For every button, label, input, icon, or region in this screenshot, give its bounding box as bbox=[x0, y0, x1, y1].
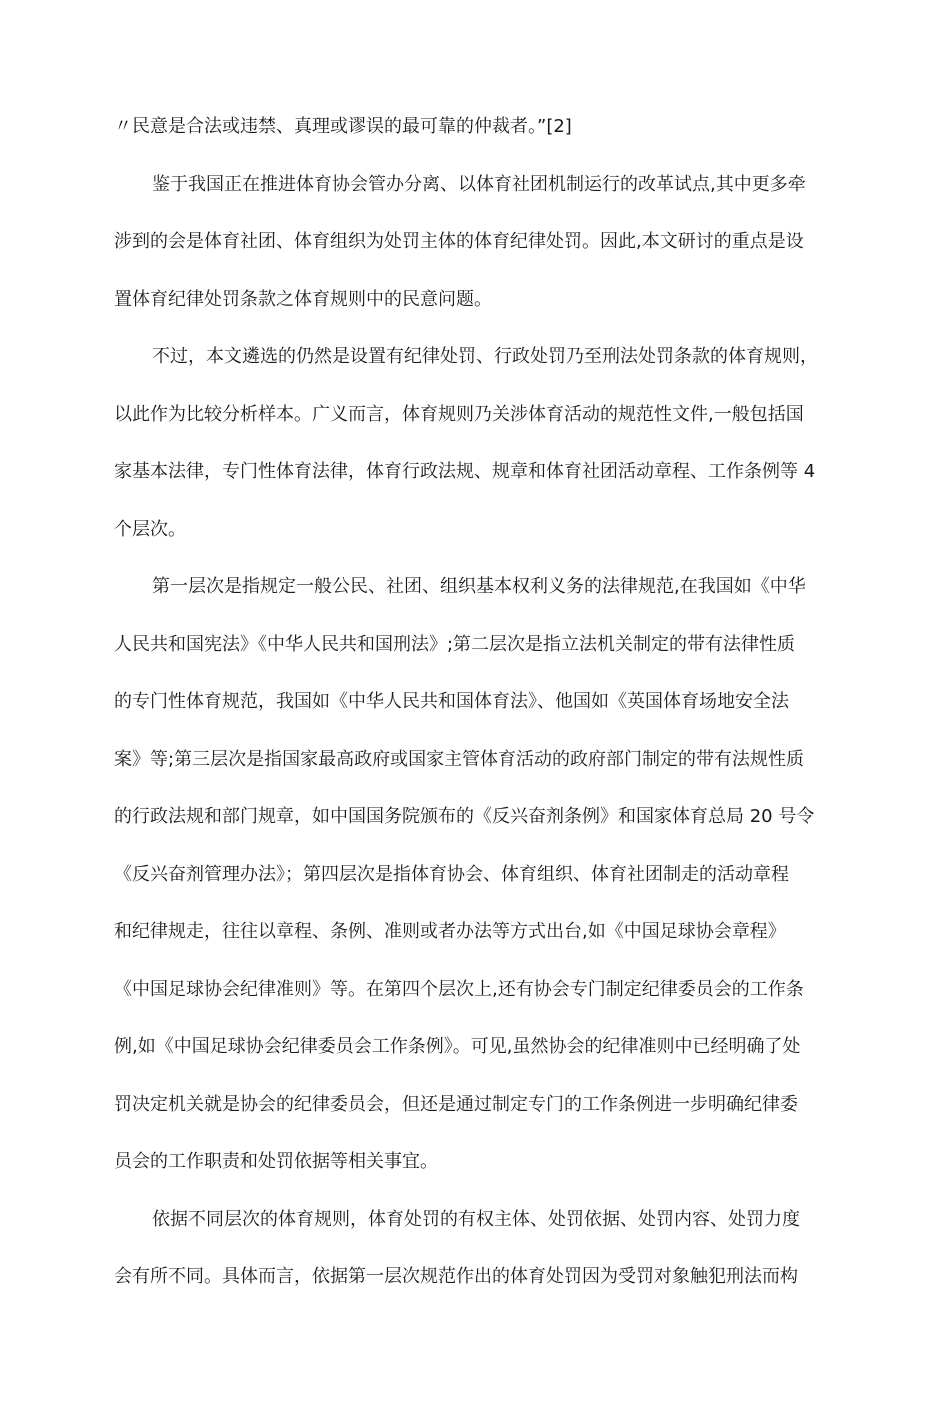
text-line: 《反兴奋剂管理办法》；第四层次是指体育协会、体育组织、体育社团制走的活动章程 bbox=[114, 863, 789, 885]
text-line: 置体育纪律处罚条款之体育规则中的民意问题。 bbox=[114, 288, 492, 310]
text-line: 和纪律规走，往往以章程、条例、准则或者办法等方式出台,如《中国足球协会章程》 bbox=[114, 921, 786, 942]
text-line: 人民共和国宪法》《中华人民共和国刑法》;第二层次是指立法机关制定的带有法律性质 bbox=[114, 633, 796, 655]
text-line: 的专门性体育规范，我国如《中华人民共和国体育法》、他国如《英国体育场地安全法 bbox=[114, 691, 789, 712]
text-line: 个层次。 bbox=[114, 518, 186, 540]
paragraph-first-line: 不过，本文遴选的仍然是设置有纪律处罚、行政处罚乃至刑法处罚条款的体育规则， bbox=[152, 346, 818, 367]
text-line: 涉到的会是体育社团、体育组织为处罚主体的体育纪律处罚。因此,本文研讨的重点是设 bbox=[114, 231, 804, 252]
text-line: 例,如《中国足球协会纪律委员会工作条例》。可见,虽然协会的纪律准则中已经明确了处 bbox=[114, 1036, 801, 1057]
paragraph-first-line: 鉴于我国正在推进体育协会管办分离、以体育社团机制运行的改革试点,其中更多牵 bbox=[152, 173, 806, 195]
text-line: 罚决定机关就是协会的纪律委员会，但还是通过制定专门的工作条例进一步明确纪律委 bbox=[114, 1093, 798, 1115]
text-line: 《中国足球协会纪律准则》等。在第四个层次上,还有协会专门制定纪律委员会的工作条 bbox=[114, 978, 804, 1000]
paragraph-first-line: 依据不同层次的体育规则，体育处罚的有权主体、处罚依据、处罚内容、处罚力度 bbox=[152, 1208, 800, 1230]
text-line: 的行政法规和部门规章，如中国国务院颁布的《反兴奋剂条例》和国家体育总局 20 号令 bbox=[114, 806, 815, 827]
paragraph-first-line: 第一层次是指规定一般公民、社团、组织基本权利义务的法律规范,在我国如《中华 bbox=[152, 576, 806, 597]
text-line: 〃民意是合法或违禁、真理或谬误的最可靠的仲裁者。”[2] bbox=[114, 116, 572, 137]
text-line: 以此作为比较分析样本。广义而言，体育规则乃关涉体育活动的规范性文件,一般包括国 bbox=[114, 403, 804, 425]
text-line: 案》等;第三层次是指国家最高政府或国家主管体育活动的政府部门制定的带有法规性质 bbox=[114, 748, 805, 770]
text-line: 员会的工作职责和处罚依据等相关事宜。 bbox=[114, 1151, 438, 1172]
text-line: 会有所不同。具体而言，依据第一层次规范作出的体育处罚因为受罚对象触犯刑法而构 bbox=[114, 1266, 798, 1287]
document-body bbox=[114, 98, 839, 1306]
text-line: 家基本法律，专门性体育法律，体育行政法规、规章和体育社团活动章程、工作条例等 4 bbox=[114, 461, 816, 482]
